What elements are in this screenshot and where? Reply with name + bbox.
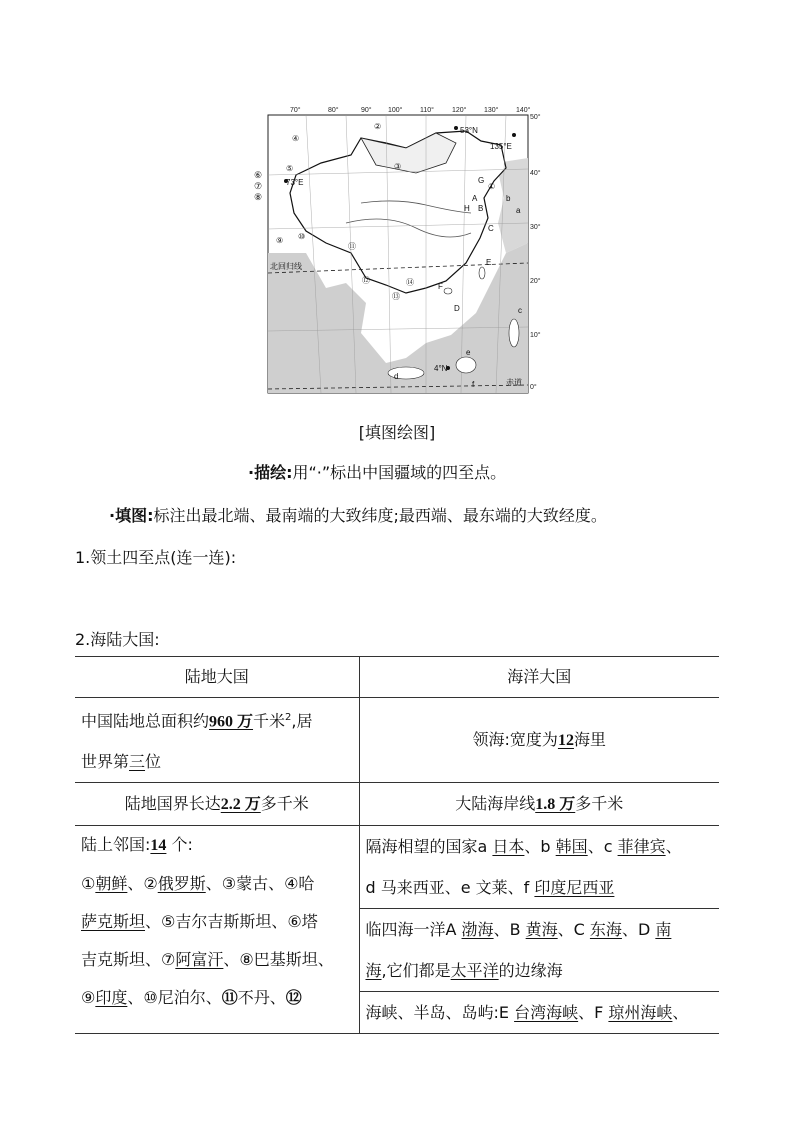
line: [366, 867, 714, 908]
answer: 台湾海峡: [514, 1003, 579, 1023]
fill-text: 标注出最北端、最南端的大致纬度;最西端、最东端的大致经度。: [153, 506, 607, 525]
text: 、⑧巴基斯坦、: [223, 950, 334, 970]
answer: 2.2 万: [220, 795, 261, 813]
text: ,它们都是: [381, 961, 451, 981]
map-top-tick: 80°: [328, 107, 339, 114]
text: 、②: [127, 874, 158, 894]
text: 海峡、半岛、岛屿:E: [365, 1003, 515, 1023]
answer: 韩国: [555, 837, 588, 857]
table-row: [75, 783, 719, 826]
marker-e: e: [466, 348, 471, 357]
marker-1: ①: [488, 182, 496, 191]
map-top-tick: 70°: [290, 107, 301, 114]
marker-8-side: ⑧: [254, 192, 263, 202]
circled-12: ⑫: [285, 988, 302, 1008]
marker-C: C: [488, 224, 494, 233]
map-right-tick: 0°: [530, 384, 537, 391]
straits: [360, 992, 720, 1033]
marker-5: ⑤: [286, 164, 294, 173]
marker-9: ⑨: [276, 236, 284, 245]
figure-caption: [填图绘图]: [358, 423, 436, 442]
answer: 俄罗斯: [157, 874, 206, 894]
answer: 日本: [492, 837, 525, 857]
tropic-label: 北回归线: [270, 262, 302, 271]
marker-12: ⑫: [362, 276, 370, 285]
text: 、F: [578, 1003, 609, 1023]
marker-c: c: [518, 306, 522, 315]
marker-D: D: [454, 304, 460, 313]
text: 、: [665, 837, 682, 857]
territorial-sea-cell: [359, 698, 719, 783]
coastline-cell: [359, 783, 719, 826]
text: 、D: [621, 920, 656, 940]
china-neighbors-map: [266, 103, 544, 395]
text: 陆地国界长达: [124, 793, 221, 813]
marker-3: ③: [394, 162, 402, 171]
marker-14: ⑭: [406, 278, 414, 287]
question-2: 2.海陆大国:: [75, 630, 160, 649]
marker-d: d: [394, 372, 399, 381]
text: 、⑩尼泊尔、: [127, 988, 222, 1008]
draw-text: 用“·”标出中国疆域的四至点。: [292, 463, 507, 482]
answer: 三: [129, 752, 146, 772]
header-sea: 海洋大国: [359, 657, 719, 698]
line: [366, 950, 714, 991]
text: 个:: [171, 835, 193, 855]
draw-lead: ·描绘:: [248, 463, 293, 482]
marker-H: H: [464, 204, 470, 213]
sea-neighbors-cell: [359, 826, 719, 1034]
answer: 渤海: [461, 920, 494, 940]
answer: 萨克斯坦: [81, 912, 146, 932]
header-land: 陆地大国: [75, 657, 359, 698]
map-top-tick: 130°: [484, 107, 499, 114]
four-seas: [360, 909, 720, 992]
text: d 马来西亚、e 文莱、f: [365, 878, 535, 898]
map-right-tick: 40°: [530, 170, 541, 177]
equator-label: 赤道: [506, 378, 522, 387]
fill-instruction: [109, 503, 607, 526]
marker-6-side: ⑥: [254, 170, 263, 180]
text: 不丹、: [237, 988, 286, 1008]
fill-lead: ·填图:: [109, 506, 154, 525]
map-right-tick: 10°: [530, 332, 541, 339]
land-sea-table: [75, 656, 719, 1034]
text: 临四海一洋A: [365, 920, 462, 940]
text: 、③蒙古、④哈: [205, 874, 315, 894]
map-top-tick: 100°: [388, 107, 403, 114]
marker-10: ⑩: [298, 232, 306, 241]
land-border-cell: [75, 783, 359, 826]
answer: 阿富汗: [175, 950, 224, 970]
answer: 12: [557, 731, 574, 749]
text: 吉克斯坦、⑦: [81, 950, 176, 970]
text: 千米: [253, 711, 286, 731]
table-row: [75, 698, 719, 783]
text: 的边缘海: [498, 961, 563, 981]
line: [81, 979, 353, 1017]
text: 多千米: [260, 793, 309, 813]
marker-f: f: [472, 380, 475, 389]
map-right-tick: 50°: [530, 114, 541, 121]
north-point-label: 53°N: [460, 126, 478, 135]
marker-2: ②: [374, 122, 382, 131]
text: 、c: [587, 837, 618, 857]
marker-G: G: [478, 176, 485, 185]
marker-B: B: [478, 204, 484, 213]
text: 、⑤吉尔吉斯斯坦、⑥塔: [145, 912, 318, 932]
land-neighbors-cell: [75, 826, 359, 1034]
line: [81, 903, 353, 941]
line: [366, 909, 714, 950]
side-markers: [254, 170, 262, 203]
map-right-tick: 30°: [530, 224, 541, 231]
text: 多千米: [575, 793, 624, 813]
draw-instruction: [248, 460, 506, 483]
answer: 东海: [589, 920, 622, 940]
text: 、b: [524, 837, 556, 857]
map-top-tick: 140°: [516, 107, 531, 114]
answer: 14: [150, 837, 167, 855]
south-point-label: 4°N: [434, 364, 448, 373]
map-right-tick: 20°: [530, 278, 541, 285]
map-top-tick: 120°: [452, 107, 467, 114]
table-row: [75, 826, 719, 1034]
west-point-label: 73°E: [286, 178, 304, 187]
marker-F: F: [438, 282, 443, 291]
marker-a: a: [516, 206, 521, 215]
answer: 南: [655, 920, 672, 940]
text: 位: [145, 752, 162, 772]
marker-4: ④: [292, 134, 300, 143]
answer: 海: [365, 961, 382, 981]
overseas-countries: [360, 826, 720, 909]
map-top-tick: 90°: [361, 107, 372, 114]
answer: 菲律宾: [617, 837, 666, 857]
text: 世界第: [81, 752, 130, 772]
line: [81, 826, 353, 865]
text: 、: [672, 1003, 689, 1023]
marker-b: b: [506, 194, 511, 203]
text: 领海:宽度为: [472, 729, 558, 749]
answer: 朝鲜: [95, 874, 128, 894]
text: ①: [81, 874, 96, 894]
table-header-row: [75, 657, 719, 698]
marker-7-side: ⑦: [254, 181, 263, 191]
text: 中国陆地总面积约: [81, 711, 210, 731]
answer: 印度尼西亚: [534, 878, 615, 898]
text: 大陆海岸线: [455, 793, 536, 813]
circled-11: ⑪: [221, 988, 238, 1008]
line: [81, 865, 353, 903]
question-1: 1.领土四至点(连一连):: [75, 548, 237, 567]
text: ,居: [291, 711, 313, 731]
marker-A: A: [472, 194, 478, 203]
land-area-cell: [75, 698, 359, 783]
answer: 琼州海峡: [608, 1003, 673, 1023]
line: [366, 992, 714, 1033]
marker-13: ⑬: [392, 292, 400, 301]
text: 陆上邻国:: [81, 835, 151, 855]
text: 海里: [573, 729, 606, 749]
answer: 1.8 万: [535, 795, 576, 813]
text: 、B: [493, 920, 526, 940]
marker-11: ⑪: [348, 242, 356, 251]
line: [81, 941, 353, 979]
text: 隔海相望的国家a: [365, 837, 493, 857]
text: 、C: [557, 920, 590, 940]
answer: 印度: [95, 988, 128, 1008]
answer: 太平洋: [450, 961, 499, 981]
map-top-tick: 110°: [420, 107, 434, 114]
marker-E: E: [486, 258, 492, 267]
line: [366, 826, 714, 867]
sup: 2: [285, 712, 292, 723]
answer: 黄海: [525, 920, 558, 940]
text: ⑨: [81, 988, 96, 1008]
east-point-label: 135°E: [490, 142, 512, 151]
answer: 960 万: [209, 713, 254, 731]
